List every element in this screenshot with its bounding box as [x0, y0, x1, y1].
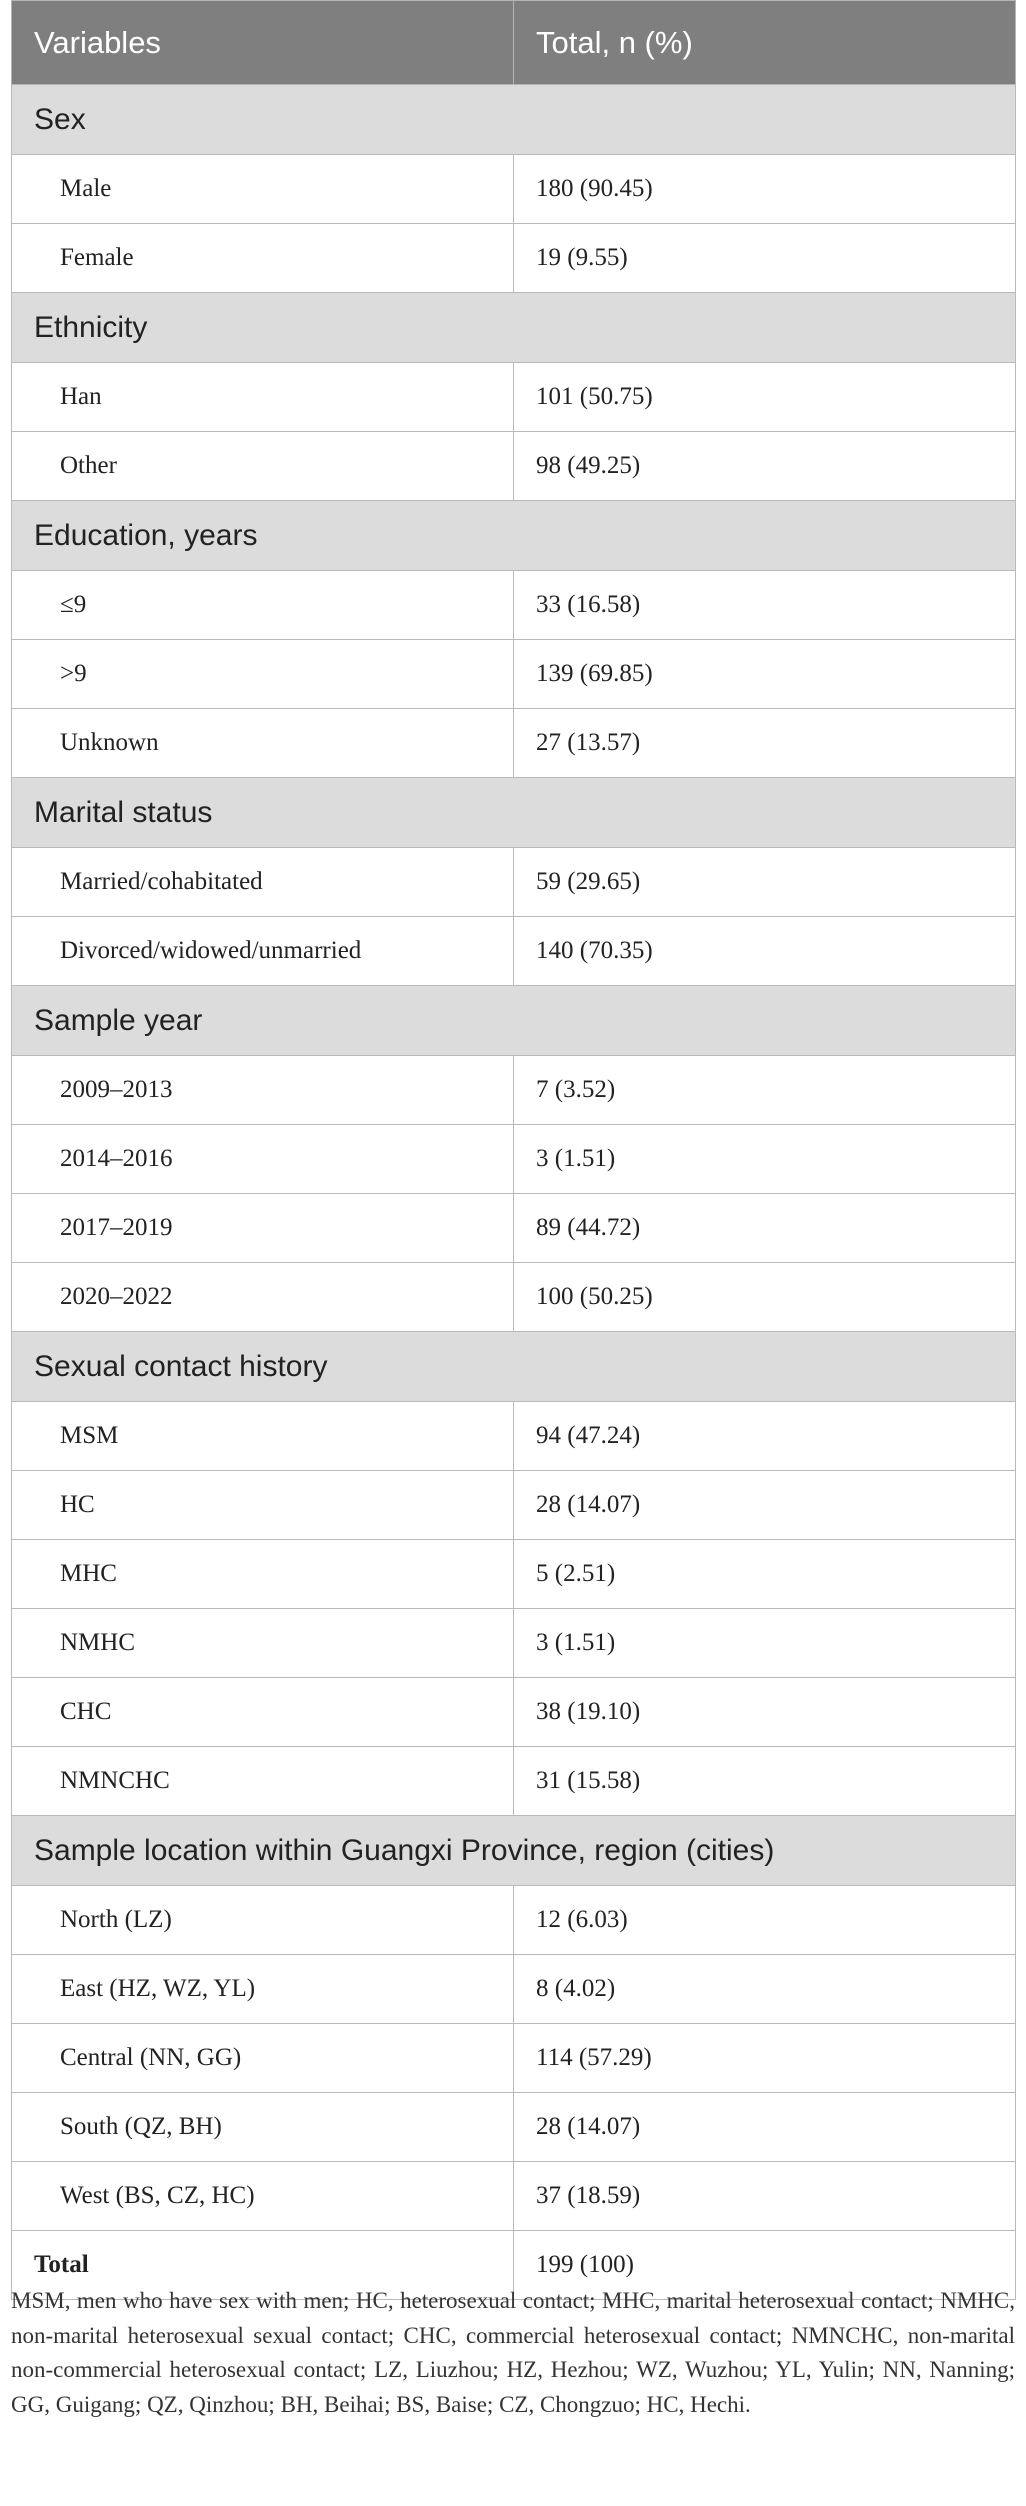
row-label: ≤9: [12, 571, 514, 640]
row-label: 2020–2022: [12, 1263, 514, 1332]
characteristics-table-container: [11, 0, 1015, 2300]
table-row: [12, 432, 1016, 501]
row-value: 5 (2.51): [514, 1540, 1016, 1609]
table-row: [12, 1194, 1016, 1263]
row-value: 89 (44.72): [514, 1194, 1016, 1263]
table-row: [12, 2024, 1016, 2093]
header-variables: Variables: [12, 1, 514, 85]
section-header-row: [12, 1332, 1016, 1402]
table-row: [12, 1263, 1016, 1332]
row-value: 101 (50.75): [514, 363, 1016, 432]
row-value: 31 (15.58): [514, 1747, 1016, 1816]
row-label: East (HZ, WZ, YL): [12, 1955, 514, 2024]
row-value: 3 (1.51): [514, 1125, 1016, 1194]
table-row: [12, 917, 1016, 986]
table-row: [12, 224, 1016, 293]
row-label: 2014–2016: [12, 1125, 514, 1194]
table-body: [12, 85, 1016, 2300]
row-label: North (LZ): [12, 1886, 514, 1955]
table-row: [12, 2162, 1016, 2231]
row-label: Unknown: [12, 709, 514, 778]
table-row: [12, 1540, 1016, 1609]
row-label: 2017–2019: [12, 1194, 514, 1263]
row-label: South (QZ, BH): [12, 2093, 514, 2162]
row-value: 37 (18.59): [514, 2162, 1016, 2231]
table-row: [12, 363, 1016, 432]
row-value: 139 (69.85): [514, 640, 1016, 709]
section-header-row: [12, 986, 1016, 1056]
row-value: 98 (49.25): [514, 432, 1016, 501]
row-label: CHC: [12, 1678, 514, 1747]
row-value: 28 (14.07): [514, 2093, 1016, 2162]
row-label: HC: [12, 1471, 514, 1540]
row-value: 94 (47.24): [514, 1402, 1016, 1471]
table-row: [12, 1609, 1016, 1678]
row-value: 59 (29.65): [514, 848, 1016, 917]
table-row: [12, 1747, 1016, 1816]
section-header-row: [12, 1816, 1016, 1886]
row-value: 19 (9.55): [514, 224, 1016, 293]
row-label: Central (NN, GG): [12, 2024, 514, 2093]
table-row: [12, 1955, 1016, 2024]
row-label: Female: [12, 224, 514, 293]
row-value: 38 (19.10): [514, 1678, 1016, 1747]
row-value: 27 (13.57): [514, 709, 1016, 778]
table-row: [12, 155, 1016, 224]
table-row: [12, 1402, 1016, 1471]
section-title: Sexual contact history: [12, 1332, 1016, 1402]
row-label: NMNCHC: [12, 1747, 514, 1816]
row-label: 2009–2013: [12, 1056, 514, 1125]
row-value: 12 (6.03): [514, 1886, 1016, 1955]
table-row: [12, 571, 1016, 640]
section-title: Ethnicity: [12, 293, 1016, 363]
section-header-row: [12, 501, 1016, 571]
section-header-row: [12, 293, 1016, 363]
row-value: 33 (16.58): [514, 571, 1016, 640]
table-row: [12, 1056, 1016, 1125]
section-title: Sample year: [12, 986, 1016, 1056]
row-value: 100 (50.25): [514, 1263, 1016, 1332]
row-label: Male: [12, 155, 514, 224]
section-title: Sample location within Guangxi Province, region (cities): [12, 1816, 1016, 1886]
characteristics-table: [11, 0, 1016, 2300]
row-value: 7 (3.52): [514, 1056, 1016, 1125]
section-header-row: [12, 85, 1016, 155]
table-row: [12, 2093, 1016, 2162]
total-value: 199 (100): [514, 2231, 1016, 2300]
section-header-row: [12, 778, 1016, 848]
row-label: West (BS, CZ, HC): [12, 2162, 514, 2231]
section-title: Marital status: [12, 778, 1016, 848]
row-label: >9: [12, 640, 514, 709]
table-row: [12, 848, 1016, 917]
row-label: Divorced/widowed/unmarried: [12, 917, 514, 986]
row-value: 8 (4.02): [514, 1955, 1016, 2024]
table-row: [12, 1678, 1016, 1747]
row-value: 3 (1.51): [514, 1609, 1016, 1678]
section-title: Education, years: [12, 501, 1016, 571]
header-total: Total, n (%): [514, 1, 1016, 85]
table-header-row: [12, 1, 1016, 85]
table-row: [12, 1471, 1016, 1540]
row-label: Other: [12, 432, 514, 501]
table-row: [12, 640, 1016, 709]
section-title: Sex: [12, 85, 1016, 155]
row-label: Han: [12, 363, 514, 432]
row-value: 180 (90.45): [514, 155, 1016, 224]
row-value: 114 (57.29): [514, 2024, 1016, 2093]
row-label: MHC: [12, 1540, 514, 1609]
table-row: [12, 1125, 1016, 1194]
total-label: Total: [12, 2231, 514, 2300]
row-value: 140 (70.35): [514, 917, 1016, 986]
row-label: NMHC: [12, 1609, 514, 1678]
row-value: 28 (14.07): [514, 1471, 1016, 1540]
row-label: MSM: [12, 1402, 514, 1471]
table-row: [12, 709, 1016, 778]
table-row: [12, 1886, 1016, 1955]
row-label: Married/cohabitated: [12, 848, 514, 917]
table-footnote: MSM, men who have sex with men; HC, heterosexual contact; MHC, marital heterosexual contact; NMHC, non-marital heterosexual sexual contact; CHC, commercial heterosexual contact; NMNCHC, non-marital non-commercial heterosexual contact; LZ, Liuzhou; HZ, Hezhou; WZ, Wuzhou; YL, Yulin; NN, Nanning; GG, Guigang; QZ, Qinzhou; BH, Beihai; BS, Baise; CZ, Chongzuo; HC, Hechi.: [11, 2288, 1015, 2417]
